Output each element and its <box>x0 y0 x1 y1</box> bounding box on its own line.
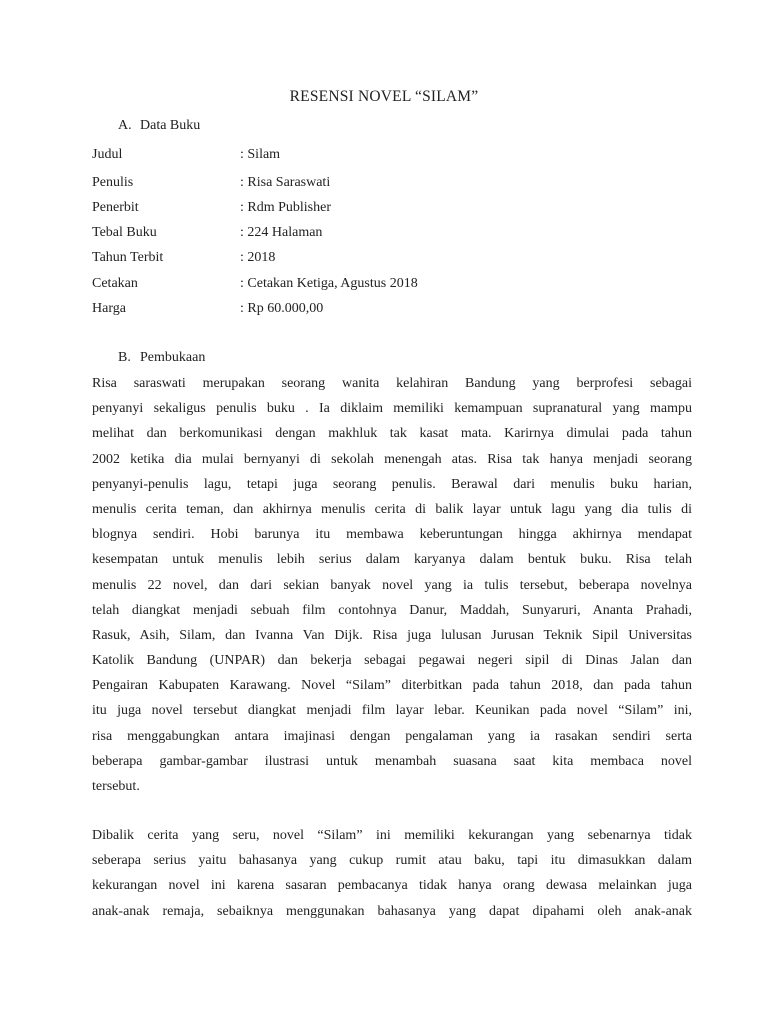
text-line: risa menggabungkan antara imajinasi dengan pengalaman yang ia rasakan sendiri serta <box>92 728 692 744</box>
text-line: Risa saraswati merupakan seorang wanita kelahiran Bandung yang berprofesi sebagai <box>92 376 692 391</box>
section-b-number: B. <box>118 350 131 365</box>
text-line: kekurangan novel ini karena sasaran pembacanya tidak hanya orang dewasa melainkan juga <box>92 878 692 894</box>
text-line: seberapa serius yaitu bahasanya yang cukup rumit atau baku, tapi itu dimasukkan dalam <box>92 853 692 869</box>
section-a-title: Data Buku <box>140 118 201 133</box>
text-line: 2002 ketika dia mulai bernyanyi di sekolah menengah atas. Risa tak hanya menjadi seorang <box>92 451 692 467</box>
text-line: melihat dan berkomunikasi dengan makhluk tak kasat mata. Karirnya dimulai pada tahun <box>92 426 692 442</box>
data-value: : Rdm Publisher <box>240 200 332 215</box>
data-label: Tahun Terbit <box>92 250 164 265</box>
document-title: RESENSI NOVEL “SILAM” <box>289 88 479 105</box>
paragraph-weakness <box>92 823 692 924</box>
paragraph-opening <box>92 371 692 799</box>
data-label: Judul <box>92 147 123 162</box>
data-label: Penerbit <box>92 200 139 215</box>
text-line: Rasuk, Asih, Silam, dan Ivanna Van Dijk. Risa juga lulusan Jurusan Teknik Sipil Universitas <box>92 627 692 643</box>
data-label: Harga <box>92 301 126 316</box>
text-line: Dibalik cerita yang seru, novel “Silam” ini memiliki kekurangan yang sebenarnya tidak <box>92 828 692 843</box>
data-value: : Rp 60.000,00 <box>240 301 324 316</box>
text-line: telah diangkat menjadi sebuah film contohnya Danur, Maddah, Sunyaruri, Ananta Prahadi, <box>92 602 692 618</box>
text-line: blognya sendiri. Hobi barunya itu membawa keberuntungan hingga akhirnya mendapat <box>92 527 692 543</box>
data-label: Cetakan <box>92 276 138 291</box>
text-line: anak-anak remaja, sebaiknya menggunakan bahasanya yang dapat dipahami oleh anak-anak <box>92 903 692 919</box>
section-b-title: Pembukaan <box>140 350 206 365</box>
section-a-number: A. <box>118 118 132 133</box>
text-line: penyanyi-penulis lagu, tetapi juga seorang penulis. Berawal dari menulis buku harian, <box>92 476 692 492</box>
text-line: beberapa gambar-gambar ilustrasi untuk menambah suasana saat kita membaca novel <box>92 753 692 769</box>
text-line: Pengairan Kabupaten Karawang. Novel “Silam” diterbitkan pada tahun 2018, dan pada tahun <box>92 678 692 694</box>
text-line: penyanyi sekaligus penulis buku . Ia diklaim memiliki kemampuan supranatural yang mampu <box>92 401 692 417</box>
text-line: itu juga novel tersebut diangkat menjadi film layar lebar. Keunikan pada novel “Silam” ini, <box>92 703 692 719</box>
section-b-heading <box>118 350 205 366</box>
data-value: : Risa Saraswati <box>240 175 331 190</box>
text-line: menulis 22 novel, dan dari sekian banyak novel yang ia tulis tersebut, beberapa novelnya <box>92 577 692 593</box>
text-line: Katolik Bandung (UNPAR) dan bekerja sebagai pegawai negeri sipil di Dinas Jalan dan <box>92 653 692 669</box>
text-line: tersebut. <box>92 779 140 794</box>
data-value: : 2018 <box>240 250 276 265</box>
data-label: Penulis <box>92 175 134 190</box>
text-line: kesempatan untuk menulis lebih serius dalam karyanya dalam bentuk buku. Risa telah <box>92 552 692 568</box>
text-line: menulis cerita teman, dan akhirnya menulis cerita di balik layar untuk lagu yang dia tulis di <box>92 501 692 517</box>
data-label: Tebal Buku <box>92 225 157 240</box>
section-a-heading <box>118 118 200 134</box>
data-value: : 224 Halaman <box>240 225 323 240</box>
data-value: : Silam <box>240 147 281 162</box>
data-value: : Cetakan Ketiga, Agustus 2018 <box>240 276 418 291</box>
